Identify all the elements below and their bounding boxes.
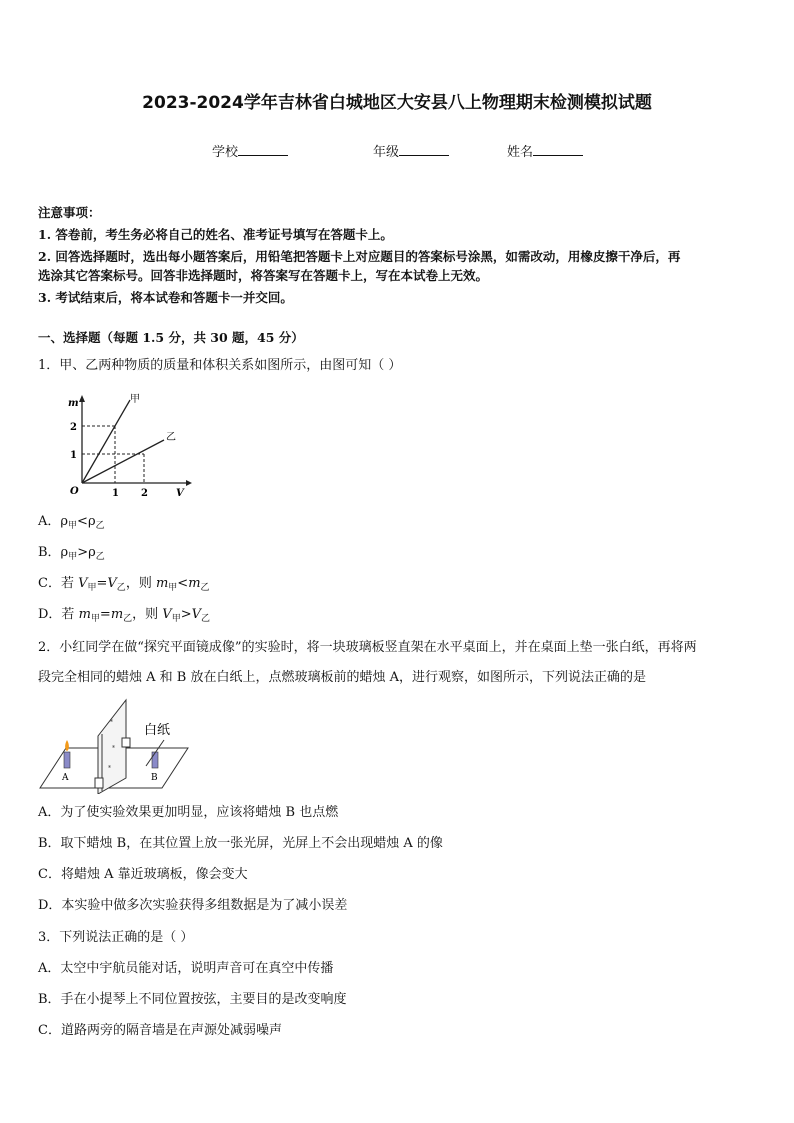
name-field[interactable] (507, 141, 583, 160)
note-2a: 2. 回答选择题时，选出每小题答案后，用铅笔把答题卡上对应题目的答案标号涂黑，如需改动，用橡皮擦干净后，再 (38, 249, 681, 264)
x-axis-arrow (186, 480, 192, 486)
q3-option-a[interactable]: A．太空中宇航员能对话，说明声音可在真空中传播 (38, 961, 334, 976)
q1-option-c[interactable]: C．若 $V_甲=V_乙$，则 $m_甲<m_乙$ (38, 576, 210, 593)
note-3: 3. 考试结束后，将本试卷和答题卡一并交回。 (38, 290, 293, 305)
x-tick-1: 1 (112, 488, 119, 498)
candle-b (152, 752, 158, 768)
grade-label: 年级 (373, 145, 400, 160)
q3-option-b[interactable]: B．手在小提琴上不同位置按弦，主要目的是改变响度 (38, 992, 347, 1007)
school-label: 学校 (212, 145, 239, 160)
q1-option-a[interactable]: A．$\rho_甲<\rho_乙$ (38, 514, 105, 531)
q1-option-d[interactable]: D．若 $m_甲=m_乙$，则 $V_甲>V_乙$ (38, 607, 211, 624)
paper-label: 白纸 (144, 723, 171, 738)
candle-b-label: B (151, 773, 158, 783)
flame-icon (65, 740, 69, 751)
q1-mass-volume-graph (58, 388, 198, 498)
q3-option-c[interactable]: C．道路两旁的隔音墙是在声源处减弱噪声 (38, 1023, 282, 1038)
grade-blank[interactable] (399, 143, 449, 156)
q2-option-a[interactable]: A．为了使实验效果更加明显，应该将蜡烛 B 也点燃 (38, 805, 339, 820)
page-title: 2023-2024学年吉林省白城地区大安县八上物理期末检测模拟试题 (142, 93, 652, 113)
label-yi: 乙 (166, 432, 176, 443)
q1-stem: 1．甲、乙两种物质的质量和体积关系如图所示，由图可知（ ） (38, 358, 402, 373)
y-tick-1: 1 (70, 450, 77, 461)
note-1: 1. 答卷前，考生务必将自己的姓名、准考证号填写在答题卡上。 (38, 227, 393, 242)
section-heading: 一、选择题（每题 1.5 分，共 30 题，45 分） (38, 330, 304, 345)
q2-option-b[interactable]: B．取下蜡烛 B，在其位置上放一张光屏，光屏上不会出现蜡烛 A 的像 (38, 836, 443, 851)
q1-option-b[interactable]: B．$\rho_甲>\rho_乙$ (38, 545, 105, 562)
q2-option-d[interactable]: D．本实验中做多次实验获得多组数据是为了减小误差 (38, 898, 348, 913)
name-label: 姓名 (507, 145, 534, 160)
svg-text:*: * (112, 745, 115, 752)
q2-mirror-experiment-figure (38, 694, 198, 794)
q2-stem-line2: 段完全相同的蜡烛 A 和 B 放在白纸上，点燃玻璃板前的蜡烛 A，进行观察，如图所示，下列说法正确的是 (38, 670, 646, 685)
candle-a-label: A (62, 773, 69, 783)
name-blank[interactable] (533, 143, 583, 156)
school-blank[interactable] (238, 143, 288, 156)
y-axis-arrow (79, 395, 85, 402)
q3-stem: 3．下列说法正确的是（ ） (38, 930, 194, 945)
origin-label: O (70, 486, 79, 497)
x-tick-2: 2 (141, 488, 148, 498)
label-jia: 甲 (130, 394, 140, 405)
glass-stand-front (95, 778, 103, 788)
school-field[interactable] (212, 141, 288, 160)
y-axis-label: m (68, 398, 79, 409)
note-2b: 选涂其它答案标号。回答非选择题时，将答案写在答题卡上，写在本试卷上无效。 (38, 268, 489, 283)
grade-field[interactable] (373, 141, 449, 160)
q2-option-c[interactable]: C．将蜡烛 A 靠近玻璃板，像会变大 (38, 867, 248, 882)
q2-stem-line1: 2．小红同学在做“探究平面镜成像”的实验时，将一块玻璃板竖直架在水平桌面上，并在桌面上垫一张白纸，再将两 (38, 640, 697, 655)
svg-text:*: * (108, 765, 111, 772)
candle-a (64, 752, 70, 768)
svg-text:*: * (110, 719, 113, 726)
y-tick-2: 2 (70, 422, 77, 433)
notes-header: 注意事项： (38, 205, 101, 220)
x-axis-label: V (176, 488, 184, 498)
glass-stand-back (122, 738, 130, 747)
